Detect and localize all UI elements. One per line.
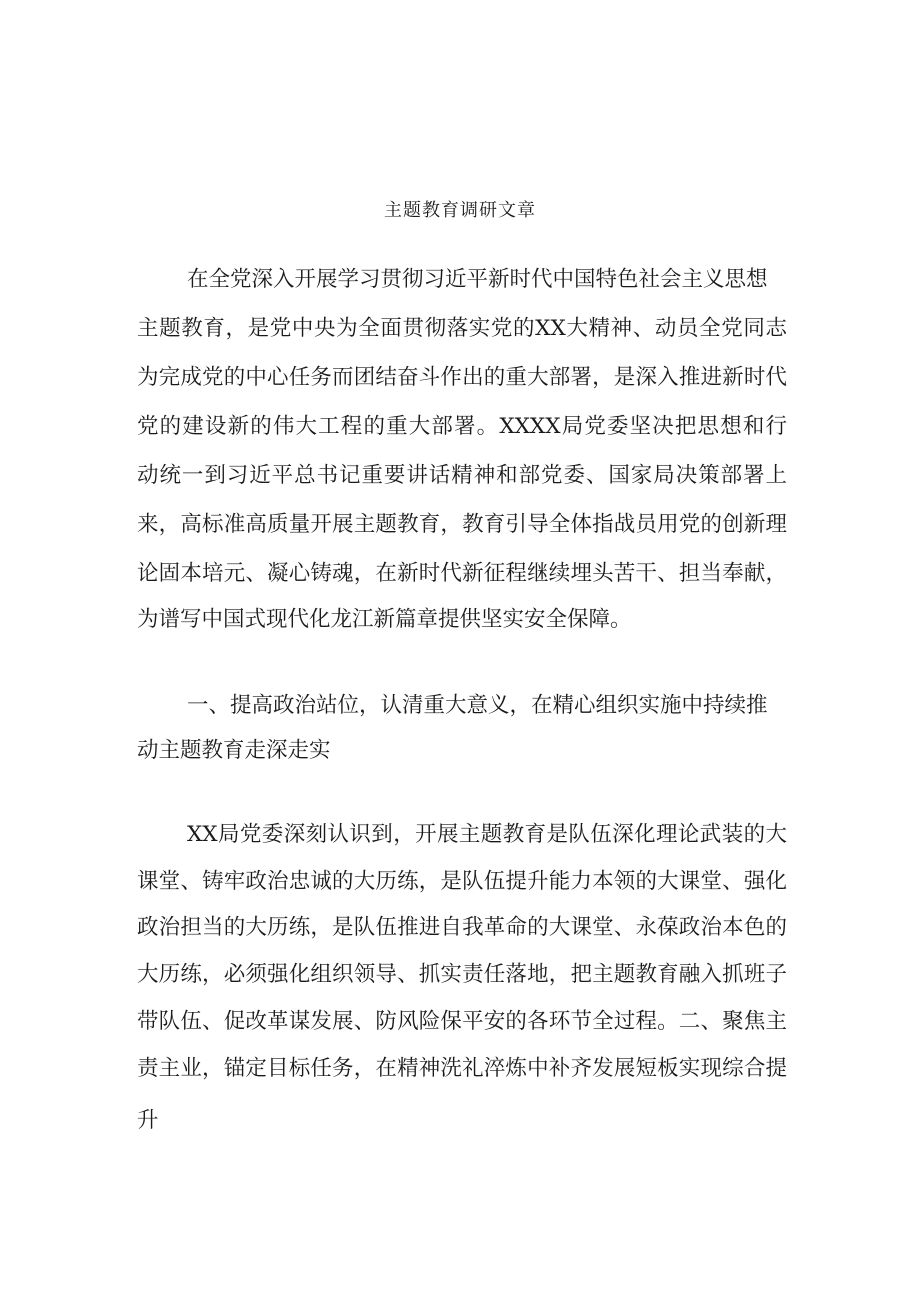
paragraph-1-line-7: 论固本培元、凝心铸魂，在新时代新征程继续埋头苦干、担当奉献，	[137, 561, 787, 586]
paragraph-3-line-7: 升	[137, 1108, 159, 1133]
paragraph-1-line-2: 主题教育，是党中央为全面贯彻落实党的XX大精神、动员全党同志	[137, 316, 787, 341]
section-heading-line-2: 动主题教育走深走实	[137, 738, 331, 763]
paragraph-1-line-1: 在全党深入开展学习贯彻习近平新时代中国特色社会主义思想	[187, 267, 768, 292]
paragraph-3-line-6: 责主业，锚定目标任务，在精神洗礼淬炼中补齐发展短板实现综合提	[137, 1056, 787, 1081]
paragraph-1-line-4: 党的建设新的伟大工程的重大部署。XXXX局党委坚决把思想和行	[137, 414, 787, 439]
paragraph-3-line-3: 政治担当的大历练，是队伍推进自我革命的大课堂、永葆政治本色的	[137, 915, 787, 940]
paragraph-1-line-6: 来，高标准高质量开展主题教育，教育引导全体指战员用党的创新理	[137, 512, 787, 537]
document-title: 主题教育调研文章	[384, 200, 536, 221]
paragraph-3-line-5: 带队伍、促改革谋发展、防风险保平安的各环节全过程。二、聚焦主	[137, 1009, 787, 1034]
paragraph-3-line-2: 课堂、铸牢政治忠诚的大历练，是队伍提升能力本领的大课堂、强化	[137, 869, 787, 894]
section-heading-line-1: 一、提高政治站位，认清重大意义，在精心组织实施中持续推	[187, 693, 768, 718]
paragraph-1-line-8: 为谱写中国式现代化龙江新篇章提供坚实安全保障。	[137, 607, 632, 632]
paragraph-1-line-3: 为完成党的中心任务而团结奋斗作出的重大部署，是深入推进新时代	[137, 365, 787, 390]
paragraph-1-line-5: 动统一到习近平总书记重要讲话精神和部党委、国家局决策部署上	[137, 463, 787, 488]
paragraph-3-line-1: XX局党委深刻认识到，开展主题教育是队伍深化理论武装的大	[187, 822, 787, 847]
paragraph-3-line-4: 大历练，必须强化组织领导、抓实责任落地，把主题教育融入抓班子	[137, 962, 787, 987]
